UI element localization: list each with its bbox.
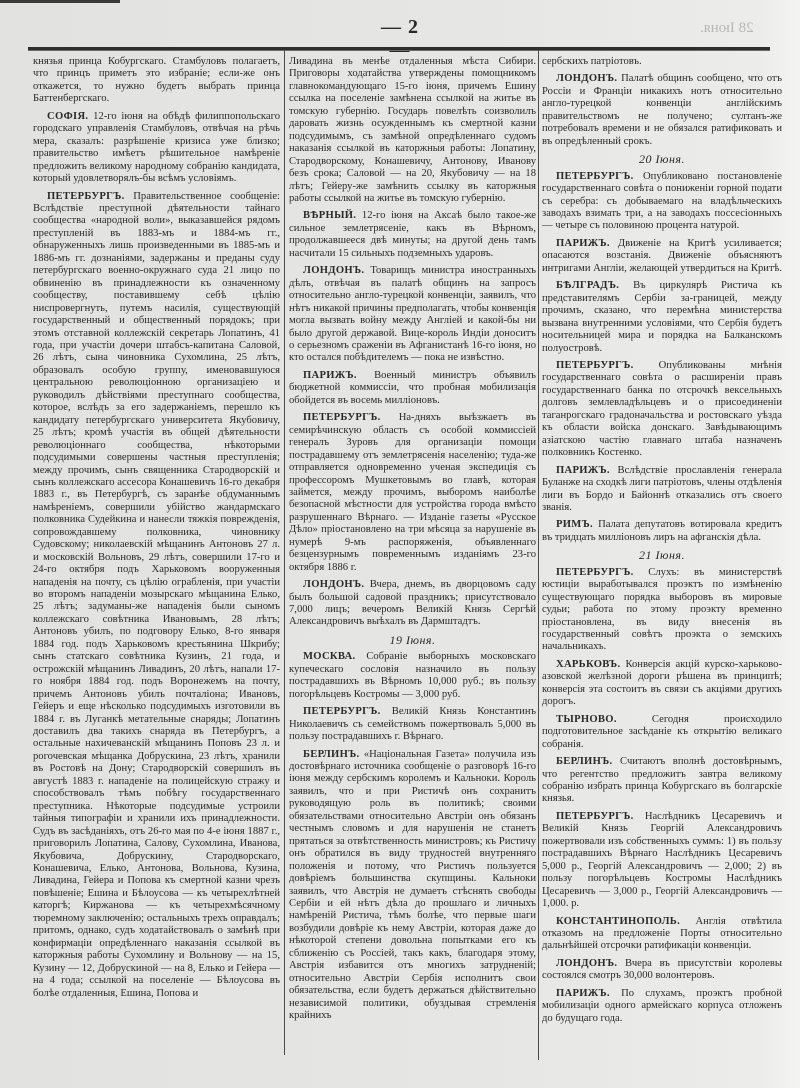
news-dateline-city: БѢЛГРАДЪ. bbox=[556, 280, 620, 292]
news-item bbox=[33, 111, 280, 186]
news-item bbox=[289, 370, 536, 407]
news-item bbox=[289, 651, 536, 701]
column-3 bbox=[542, 56, 782, 1030]
news-dateline-city: ПЕТЕРБУРГЪ. bbox=[303, 706, 381, 718]
news-text: Вчера въ присутствіи королевы состоялся смотръ 30,000 волонтеровъ. bbox=[542, 957, 782, 982]
news-text: Опубликованы мнѣнія государственнаго совѣта о расширеніи правъ государственнаго банка по отсрочкѣ вексельныхъ долговъ землевладѣльцевъ и о присоединеніи таганрогскаго градоначальства и ростовскаго уѣзда къ области войска донскаго. Завѣдывающимъ азіатскою частію главнаго штаба назначенъ полковникъ Костенко. bbox=[542, 359, 782, 459]
news-item bbox=[289, 706, 536, 743]
news-item bbox=[542, 280, 782, 355]
news-item bbox=[542, 988, 782, 1025]
column-2 bbox=[289, 56, 536, 1028]
page-number: — 2 bbox=[381, 16, 419, 38]
news-item bbox=[542, 171, 782, 233]
news-dateline-city: ПЕТЕРБУРГЪ. bbox=[303, 412, 381, 424]
news-dateline-city: РИМЪ. bbox=[556, 519, 593, 531]
news-dateline-city: ЛОНДОНЪ. bbox=[303, 579, 365, 591]
news-dateline-city: ПАРИЖЪ. bbox=[303, 369, 357, 381]
news-item bbox=[542, 811, 782, 911]
news-item bbox=[289, 210, 536, 260]
news-item bbox=[542, 756, 782, 806]
news-text: Считаютъ вполнѣ достовѣрнымъ, что регентство предложитъ завтра великому собранію избрать принца Кобургскаго въ болгарскіе князья. bbox=[542, 756, 782, 805]
news-item bbox=[542, 56, 782, 68]
news-dateline-city: СОФІЯ. bbox=[47, 110, 89, 122]
column-1 bbox=[33, 56, 280, 1005]
dateline: 20 Іюня. bbox=[639, 152, 685, 167]
news-text: Правительственное сообщеніе: Вслѣдствіе преступной дѣятельности тайнаго сообщества «народной воли», выказавшейся рядомъ преступленій въ 1883-мъ и 1884-мъ гг., обнаруженныхъ лишь произведенными въ 1885-мъ и 1886-мъ гг. дознаніями, задержаны и преданы суду петербургскаго военно-окружнаго суда 21 лицо по обвиненію въ принадлежности къ означенному сообществу, поставившему себѣ цѣлію ниспровергнуть, путемъ насилія, существующій государственный и общественный порядокъ; при этомъ отставной коллежскій секретарь Лопатинъ, 41 года, при участіи дочери штабсъ-капитана Саловой, 26 лѣтъ, сына чиновника Сухомлина, 25 лѣтъ, образовалъ особую группу, именовавшуюся центральною революціонною организаціею и руководилъ дѣйствіями преступнаго сообщества, которое, вслѣдъ за его задержаніемъ, перешло къ кандидату петербургскаго университета Якубовичу, 25 лѣтъ; кромѣ участія въ общей дѣятельности революціоннаго сообщества, нѣкоторыми подсудимыми совершены частныя преступленія; между прочимъ, сынъ священника Стародворскій и сынъ коллежскаго ассесора Конашевичъ 16-го декабря 1883 г., въ Петербургѣ, съ заранѣе обдуманнымъ намѣреніемъ, совершили убійство жандармскаго полковника Судейкина и нанесли тяжкія поврежденія, сопровождавшему полковника, чиновнику Судовскому; николаевскій мѣщанинъ Антоновъ 27 л. и московскій Вольновъ, 29 лѣтъ, совершили 17-го и 24-го октября подъ Харьковомъ вооруженныя нападенія на почту, съ цѣлію ограбленія, при участіи во второмъ нападеніи мозырскаго мѣщанина Елько, 25 лѣтъ; задуманы-же нападенія были сыномъ коллежскаго совѣтника Ивановымъ, 28 лѣтъ; Антоновъ убилъ, по подговору Елько, 8-го января 1884 год. подъ Харьковомъ крестьянина Шкрибу; сынъ статскаго совѣтника Кузинъ, 21 года, и острожскій мѣщанинъ Ливадинъ, 20 лѣтъ, напали 17-го ноября 1884 год. подъ Воронежемъ на почту, причемъ Антоновъ убилъ почталіона; Ивановъ, Гейеръ и еще нѣсколько подсудимыхъ изготовили въ 1884 г. въ Луганкѣ метательные снаряды; Лопатинъ доставилъ два такихъ снаряда въ Петербургъ, а остальные нахичеванскій мѣщанинъ Поповъ 23 л. и рогочевская мѣщанка Добрускина, 23 лѣтъ, хранили въ Ростовѣ на Дону; Стародворскій совершилъ въ августѣ 1883 г. нападеніе на полицейскую стражу и способствовалъ тѣмъ побѣгу государственнаго преступника. Нѣкоторые подсудимые устроили тайныя типографіи и хранили ихъ принадлежности. Судъ въ засѣданіяхъ, отъ 26-го мая по 4-е іюня 1887 г., приговорилъ Лопатина, Салову, Сухомлина, Иванова, Якубовича, Добрускину, Стародворскаго, Конашевича, Елько, Антонова, Вольнова, Кузина, Ливадина, Гейера и Попова къ смертной казни чрезъ повѣшеніе; Ешина и Бѣлоусова — къ четырехлѣтней каторгѣ; Киржанова — къ четырехмѣсячному тюремному заключенію; остальныхъ трехъ оправдалъ; притомъ, однако, судъ ходатайствовалъ о замѣнѣ при конфирмаціи опредѣленнаго наказанія ссылкой въ каторжныя работы Сухомлину и Вольнову — на 15, Кузину — 12, Добрускиной — на 8, Елько и Гейера — на 4 года; ссылкой на поселеніе — Бѣлоусова въ болѣе отдаленныя, Ешина, Попова и bbox=[33, 190, 280, 999]
top-edge-mark bbox=[0, 0, 120, 3]
news-dateline-city: КОНСТАНТИНОПОЛЬ. bbox=[556, 915, 681, 927]
news-dateline-city: ЛОНДОНЪ. bbox=[556, 957, 618, 969]
news-text: Наслѣдникъ Цесаревичъ и Великій Князь Георгій Александровичъ пожертвовали изъ собственныхъ суммъ: 1) въ пользу пострадавшихъ Вѣрнаго Наслѣдникъ Цесаревичъ 5,000 р., Георгій Александровичъ — 2,000; 2) въ пользу погорѣльцевъ Костромы Наслѣдникъ Цесаревичъ — 3,000 р., Георгій Александровичъ — 1,000. р. bbox=[542, 810, 782, 910]
page-header bbox=[0, 14, 800, 44]
news-text: 12-го іюня на Аксаѣ было такое-же сильное землетрясеніе, какъ въ Вѣрномъ, продолжавшееся двѣ минуты; на другой день тамъ насчитали 15 сильныхъ подземныхъ ударовъ. bbox=[289, 210, 536, 259]
news-text: Слухъ: въ министерствѣ юстиціи выработывался проэктъ по измѣненію существующаго порядка выборовъ въ мировые судьи; работа по этому проэкту временно пріостановлена, въ виду внесенія въ государственный совѣтъ проэкта о земскихъ начальникахъ. bbox=[542, 566, 782, 653]
news-dateline-city: ПЕТЕРБУРГЪ. bbox=[47, 190, 125, 202]
news-item bbox=[542, 659, 782, 709]
news-item bbox=[542, 714, 782, 751]
news-dateline-city: БЕРЛИНЪ. bbox=[556, 756, 613, 768]
news-dateline-city: ПЕТЕРБУРГЪ. bbox=[556, 566, 634, 578]
news-item bbox=[289, 579, 536, 629]
news-text: Вслѣдствіе прославленія генерала Буланже на сходкѣ лиги патріотовъ, члены отдѣленія лиги въ Бордо и Байоннѣ отказались отъ своего званія. bbox=[542, 464, 782, 513]
news-text: На-дняхъ выѣзжаетъ въ семирѣчинскую область съ особой коммиссіей генералъ Зуровъ для организаціи помощи пострадавшему отъ землетрясенія населенію; туда-же отправляется одновременно ученая экспедиція съ профессоромъ Мушкетовымъ во главѣ, которая займется, между прочимъ, выборомъ наиболѣе безопасной мѣстности для устройства города вмѣсто разрушеннаго Вѣрнаго. — Изданіе газеты «Русское Дѣло» пріостановлено на три мѣсяца за нарушеніе въ нумерѣ 9-мъ распоряженія, объявленнаго безцензурнымъ повременнымъ изданіямъ 23-го октября 1886 г. bbox=[289, 412, 536, 573]
news-text: 12-го іюня на обѣдѣ филиппопольскаго городскаго управленія Стамбуловъ, отвѣчая на рѣчь мера, сказалъ: разрѣшеніе кризиса уже близко; правительство имѣетъ рѣшительное намѣреніе предложить великому народному собранію кандидата, который удовлетворялъ-бы всѣмъ условіямъ. bbox=[33, 110, 280, 185]
news-text: Ливадина въ менѣе отдаленныя мѣста Сибири. Приговоры ходатайства утверждены помощникомъ главнокомандующаго 15-го іюня, причемъ Ешину ссылка на поселеніе замѣнена ссылкой на житье въ томскую губернію. Государь повелѣть соизволилъ даровать жизнь осужденнымъ къ смертной казни подсудимымъ, съ замѣной опредѣленнаго судомъ наказанія ссылкой въ каторжныя работы: Лопатину, Стародворскому, Конашевичу, Антонову, Иванову безъ срока; Саловой — на 20, Якубовичу — на 18 лѣтъ; Гейеру-же замѣнить ссылку въ каторжныя работы ссылкой на житье въ томскую губернію. bbox=[289, 56, 536, 204]
news-text: Англія отвѣтила отказомъ на предложеніе Порты относительно дальнѣйшей отсрочки ратификаціи конвенціи. bbox=[542, 915, 782, 952]
news-text: Опубликовано постановленіе государственнаго совѣта о пониженіи горной подати съ серебра: съ добываемаго на владѣльческихъ заводахъ взимать три, а на заводахъ поссесіонныхъ — четыре съ половиною процента натурой. bbox=[542, 170, 782, 232]
news-item bbox=[542, 465, 782, 515]
news-item bbox=[33, 56, 280, 106]
news-dateline-city: ТЫРНОВО. bbox=[556, 713, 617, 725]
column-divider bbox=[284, 50, 285, 1055]
news-text: Собраніе выборныхъ московскаго купеческаго сословія назначило въ пользу пострадавшихъ въ Вѣрномъ 10,000 руб.; въ пользу погорѣльцевъ Костромы — 3,000 руб. bbox=[289, 651, 536, 700]
news-text: Военный министръ объявилъ бюджетной коммиссіи, что пробная мобилизація обойдется въ восемь милліоновъ. bbox=[289, 369, 536, 406]
news-text: «Національная Газета» получила изъ достовѣрнаго источника сообщеніе о разговорѣ 16-го іюня между сербскимъ королемъ и Кальноки. Король заявилъ, что и при Ристичѣ онъ сохранитъ руководящую роль въ политикѣ; своими обязательствами относительно Австріи онъ обязанъ честнымъ словомъ и для нарушенія не станетъ прятаться за отвѣтственность министровъ; къ Ристичу онъ обратился въ виду трудностей внутренняго положенія и потому, что Ристичъ пользуется довѣріемъ большинства скупщины. Кальноки заявилъ, что Австрія не думаетъ стѣснять свободы Сербіи и ей нѣтъ дѣла до прошлаго и личныхъ намѣреній Ристича, тѣмъ болѣе, что первые шаги возбудили довѣріе къ нему Австріи, которая даже до нѣкоторой степени довольна попытками его къ сближенію съ Россіей, такъ какъ, благодаря этому, Австрія избавится отъ многихъ затрудненій; относительно Австріи Сербія исполнитъ свои обязательства, если будетъ держаться дѣйствительно независимой политики, обуздывая стремленія крайнихъ bbox=[289, 748, 536, 1022]
news-dateline-city: ХАРЬКОВЪ. bbox=[556, 658, 621, 670]
news-dateline-city: ПАРИЖЪ. bbox=[556, 987, 610, 999]
news-dateline-city: ПЕТЕРБУРГЪ. bbox=[556, 170, 634, 182]
dateline: 21 Іюня. bbox=[639, 548, 685, 563]
news-dateline-city: МОСКВА. bbox=[303, 651, 356, 663]
news-item bbox=[542, 238, 782, 275]
header-rule bbox=[28, 47, 770, 51]
news-item bbox=[542, 519, 782, 544]
news-text: Движеніе на Критѣ усиливается; опасаются возстанія. Движеніе объясняютъ интригами Англіи, желающей утвердиться на Критѣ. bbox=[542, 237, 782, 274]
news-text: Вчера, днемъ, въ дворцовомъ саду былъ большой садовой праздникъ; присутствовало 7,000 лицъ; вечеромъ Великій Князь Сергѣй Александровичъ выѣхалъ въ Дармштадтъ. bbox=[289, 579, 536, 628]
news-text: сербскихъ патріотовъ. bbox=[542, 56, 642, 67]
news-item bbox=[289, 749, 536, 1023]
news-text: Въ циркулярѣ Ристича къ представителямъ Сербіи за-границей, между прочимъ, сказано, что перемѣна министерства вызвана внутренними условіями, что Сербія будетъ носительницей мира и порядка на Балканскомъ полуостровѣ. bbox=[542, 280, 782, 354]
news-text: Палата депутатовъ вотировала кредитъ въ тридцать милліоновъ лиръ на афганскія дѣла. bbox=[542, 519, 782, 543]
news-text: князья принца Кобургскаго. Стамбуловъ полагаетъ, что принцъ приметъ это избраніе; если-же онъ откажется, то нужно будетъ выбрать принца Баттенбергскаго. bbox=[33, 56, 280, 105]
news-item bbox=[289, 56, 536, 205]
news-text: Товарищъ министра иностранныхъ дѣлъ, отвѣчая въ палатѣ общинъ на запросъ относительно англо-турецкой конвенціи, заявилъ, что нѣтъ никакой причины предполагать, чтобы конвенція могла вызвать войну между Англіей и какой-бы ни было другой державой. Вице-король Индіи доноситъ о серьезномъ сраженіи въ Афганистанѣ 16-го іюня, но кто остался побѣдителемъ — пока не извѣстно. bbox=[289, 265, 537, 364]
news-item bbox=[542, 360, 782, 460]
news-item bbox=[289, 412, 536, 574]
news-dateline-city: ПЕТЕРБУРГЪ. bbox=[556, 810, 634, 822]
dateline: 19 Іюня. bbox=[389, 632, 436, 647]
news-dateline-city: ВѢРНЫЙ. bbox=[303, 210, 357, 222]
news-dateline-city: БЕРЛИНЪ. bbox=[303, 748, 360, 760]
news-item bbox=[33, 191, 280, 1000]
news-dateline-city: ПЕТЕРБУРГЪ. bbox=[556, 359, 634, 371]
news-text: Конверсія акцій курско-харьково-азовской желѣзной дороги рѣшена въ принципѣ; конверсія эта состоитъ въ связи съ акціями другихъ дорогъ. bbox=[542, 658, 782, 708]
news-text: Палатѣ общинъ сообщено, что отъ Россіи и Франціи никакихъ нотъ относительно англо-турецкой конвенціи англійскимъ правительствомъ не получено; султанъ-же потребовалъ времени и не обязался ратификовать и въ опредѣленный срокъ. bbox=[542, 73, 782, 147]
news-item bbox=[289, 265, 536, 365]
news-text: Сегодня происходило подготовительное засѣданіе къ открытію великаго собранія. bbox=[542, 713, 782, 750]
news-dateline-city: ПАРИЖЪ. bbox=[556, 464, 610, 476]
column-divider bbox=[538, 50, 539, 1060]
news-dateline-city: ЛОНДОНЪ. bbox=[303, 265, 365, 277]
bleed-through-text: 28 Iюня. bbox=[700, 20, 754, 36]
news-item bbox=[542, 958, 782, 983]
news-item bbox=[542, 916, 782, 953]
news-text: Великій Князь Константинъ Николаевичъ съ семействомъ пожертвовалъ 5,000 въ пользу пострадавшихъ г. Вѣрнаго. bbox=[289, 706, 536, 743]
news-dateline-city: ПАРИЖЪ. bbox=[556, 237, 610, 249]
news-text: По слухамъ, проэктъ пробной мобилизаціи одного армейскаго корпуса отложенъ до будущаго года. bbox=[542, 987, 782, 1024]
news-dateline-city: ЛОНДОНЪ. bbox=[556, 73, 618, 85]
news-item bbox=[542, 567, 782, 654]
news-item bbox=[542, 73, 782, 148]
